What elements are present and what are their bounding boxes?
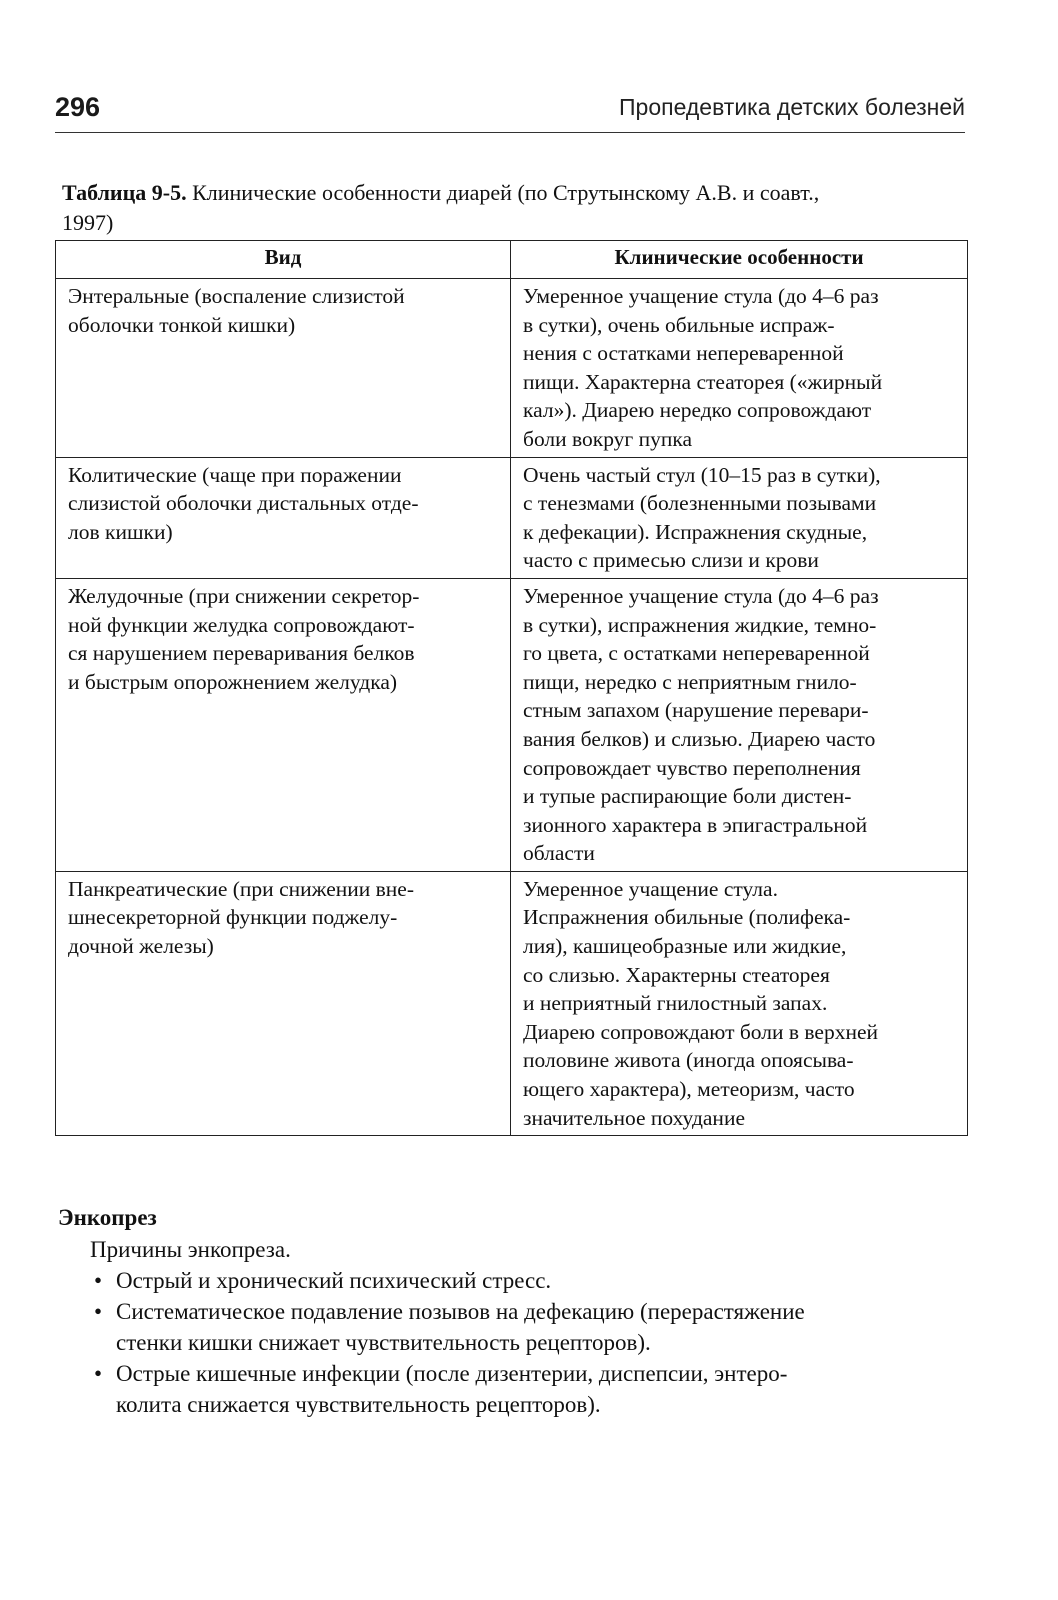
cell-line: кал»). Диарею нередко сопровождают bbox=[523, 398, 872, 423]
cell-line: го цвета, с остатками непереваренной bbox=[523, 641, 870, 666]
cell-type bbox=[56, 578, 511, 871]
cell-line: пищи. Характерна стеаторея («жирный bbox=[523, 369, 883, 394]
cell-features bbox=[511, 578, 968, 871]
cell-line: шнесекреторной функции поджелу- bbox=[68, 905, 398, 930]
cell-line: ся нарушением переваривания белков bbox=[68, 641, 415, 666]
list-item-line: Острые кишечные инфекции (после дизентерии, диспепсии, энтеро- bbox=[116, 1361, 788, 1386]
page-header bbox=[55, 88, 965, 133]
encopresis-section bbox=[58, 1202, 968, 1420]
cell-line: Испражнения обильные (полифека- bbox=[523, 905, 851, 930]
table-row bbox=[56, 279, 968, 458]
cell-line: Умеренное учащение стула (до 4–6 раз bbox=[523, 583, 879, 608]
cell-type bbox=[56, 871, 511, 1135]
cell-line: в сутки), испражнения жидкие, темно- bbox=[523, 612, 877, 637]
section-title: Энкопрез bbox=[58, 1205, 157, 1230]
cell-line: Диарею сопровождают боли в верхней bbox=[523, 1019, 879, 1044]
bullet-icon: • bbox=[94, 1268, 103, 1293]
cell-line: половине живота (иногда опоясыва- bbox=[523, 1048, 854, 1073]
page-number: 296 bbox=[55, 92, 101, 122]
cell-line: Умеренное учащение стула. bbox=[523, 876, 778, 901]
list-item-line: Систематическое подавление позывов на дефекацию (перерастяжение bbox=[116, 1299, 805, 1324]
cell-line: ной функции желудка сопровождают- bbox=[68, 612, 415, 637]
cell-line: и быстрым опорожнением желудка) bbox=[68, 669, 398, 694]
cell-features bbox=[511, 871, 968, 1135]
table-caption-text-cont: 1997) bbox=[62, 210, 114, 235]
cell-line: в сутки), очень обильные испраж- bbox=[523, 312, 835, 337]
table-caption bbox=[62, 178, 962, 238]
cell-line: стным запахом (нарушение перевари- bbox=[523, 698, 869, 723]
cell-line: оболочки тонкой кишки) bbox=[68, 312, 296, 337]
cell-line: Энтеральные (воспаление слизистой bbox=[68, 284, 405, 308]
bullet-icon: • bbox=[94, 1361, 103, 1386]
cell-line: дочной железы) bbox=[68, 934, 214, 959]
causes-list bbox=[58, 1265, 968, 1420]
list-item bbox=[58, 1265, 968, 1296]
cell-line: боли вокруг пупка bbox=[523, 426, 693, 451]
cell-line: и тупые распирающие боли дистен- bbox=[523, 784, 852, 809]
list-item bbox=[58, 1358, 968, 1420]
cell-line: пищи, нередко с неприятным гнило- bbox=[523, 669, 857, 694]
cell-line: зионного характера в эпигастральной bbox=[523, 812, 868, 837]
cell-line: нения с остатками непереваренной bbox=[523, 341, 844, 366]
section-intro: Причины энкопреза. bbox=[90, 1237, 291, 1262]
column-header-type: Вид bbox=[56, 241, 511, 279]
cell-features bbox=[511, 279, 968, 458]
cell-line: Очень частый стул (10–15 раз в сутки), bbox=[523, 462, 881, 487]
cell-line: часто с примесью слизи и крови bbox=[523, 548, 819, 573]
table-row bbox=[56, 457, 968, 578]
cell-features bbox=[511, 457, 968, 578]
list-item-line: Острый и хронический психический стресс. bbox=[116, 1268, 552, 1293]
cell-line: и неприятный гнилостный запах. bbox=[523, 991, 828, 1016]
table-row bbox=[56, 578, 968, 871]
cell-line: лов кишки) bbox=[68, 519, 173, 544]
diarrhea-table bbox=[55, 240, 968, 1136]
cell-line: области bbox=[523, 841, 595, 866]
table-caption-text: Клинические особенности диарей (по Струтынскому А.В. и соавт., bbox=[186, 180, 820, 205]
cell-line: Желудочные (при снижении секретор- bbox=[68, 583, 420, 608]
cell-line: с тенезмами (болезненными позывами bbox=[523, 491, 877, 516]
table-row bbox=[56, 871, 968, 1135]
bullet-icon: • bbox=[94, 1299, 103, 1324]
cell-line: со слизью. Характерны стеаторея bbox=[523, 962, 830, 987]
cell-line: слизистой оболочки дистальных отде- bbox=[68, 491, 419, 516]
cell-line: вания белков) и слизью. Диарею часто bbox=[523, 726, 876, 751]
cell-line: Умеренное учащение стула (до 4–6 раз bbox=[523, 284, 879, 308]
cell-line: Панкреатические (при снижении вне- bbox=[68, 876, 414, 901]
cell-line: к дефекации). Испражнения скудные, bbox=[523, 519, 868, 544]
column-header-features: Клинические особенности bbox=[511, 241, 968, 279]
cell-type bbox=[56, 279, 511, 458]
table-caption-label: Таблица 9-5. bbox=[62, 180, 187, 205]
list-item-line: колита снижается чувствительность рецепторов). bbox=[116, 1392, 601, 1417]
table-header-row bbox=[56, 241, 968, 279]
cell-line: сопровождает чувство переполнения bbox=[523, 755, 861, 780]
running-title: Пропедевтика детских болезней bbox=[619, 94, 965, 120]
list-item-line: стенки кишки снижает чувствительность рецепторов). bbox=[116, 1330, 651, 1355]
list-item bbox=[58, 1296, 968, 1358]
cell-line: ющего характера), метеоризм, часто bbox=[523, 1077, 855, 1102]
cell-line: Колитические (чаще при поражении bbox=[68, 462, 402, 487]
cell-type bbox=[56, 457, 511, 578]
cell-line: лия), кашицеобразные или жидкие, bbox=[523, 934, 847, 959]
cell-line: значительное похудание bbox=[523, 1105, 745, 1130]
